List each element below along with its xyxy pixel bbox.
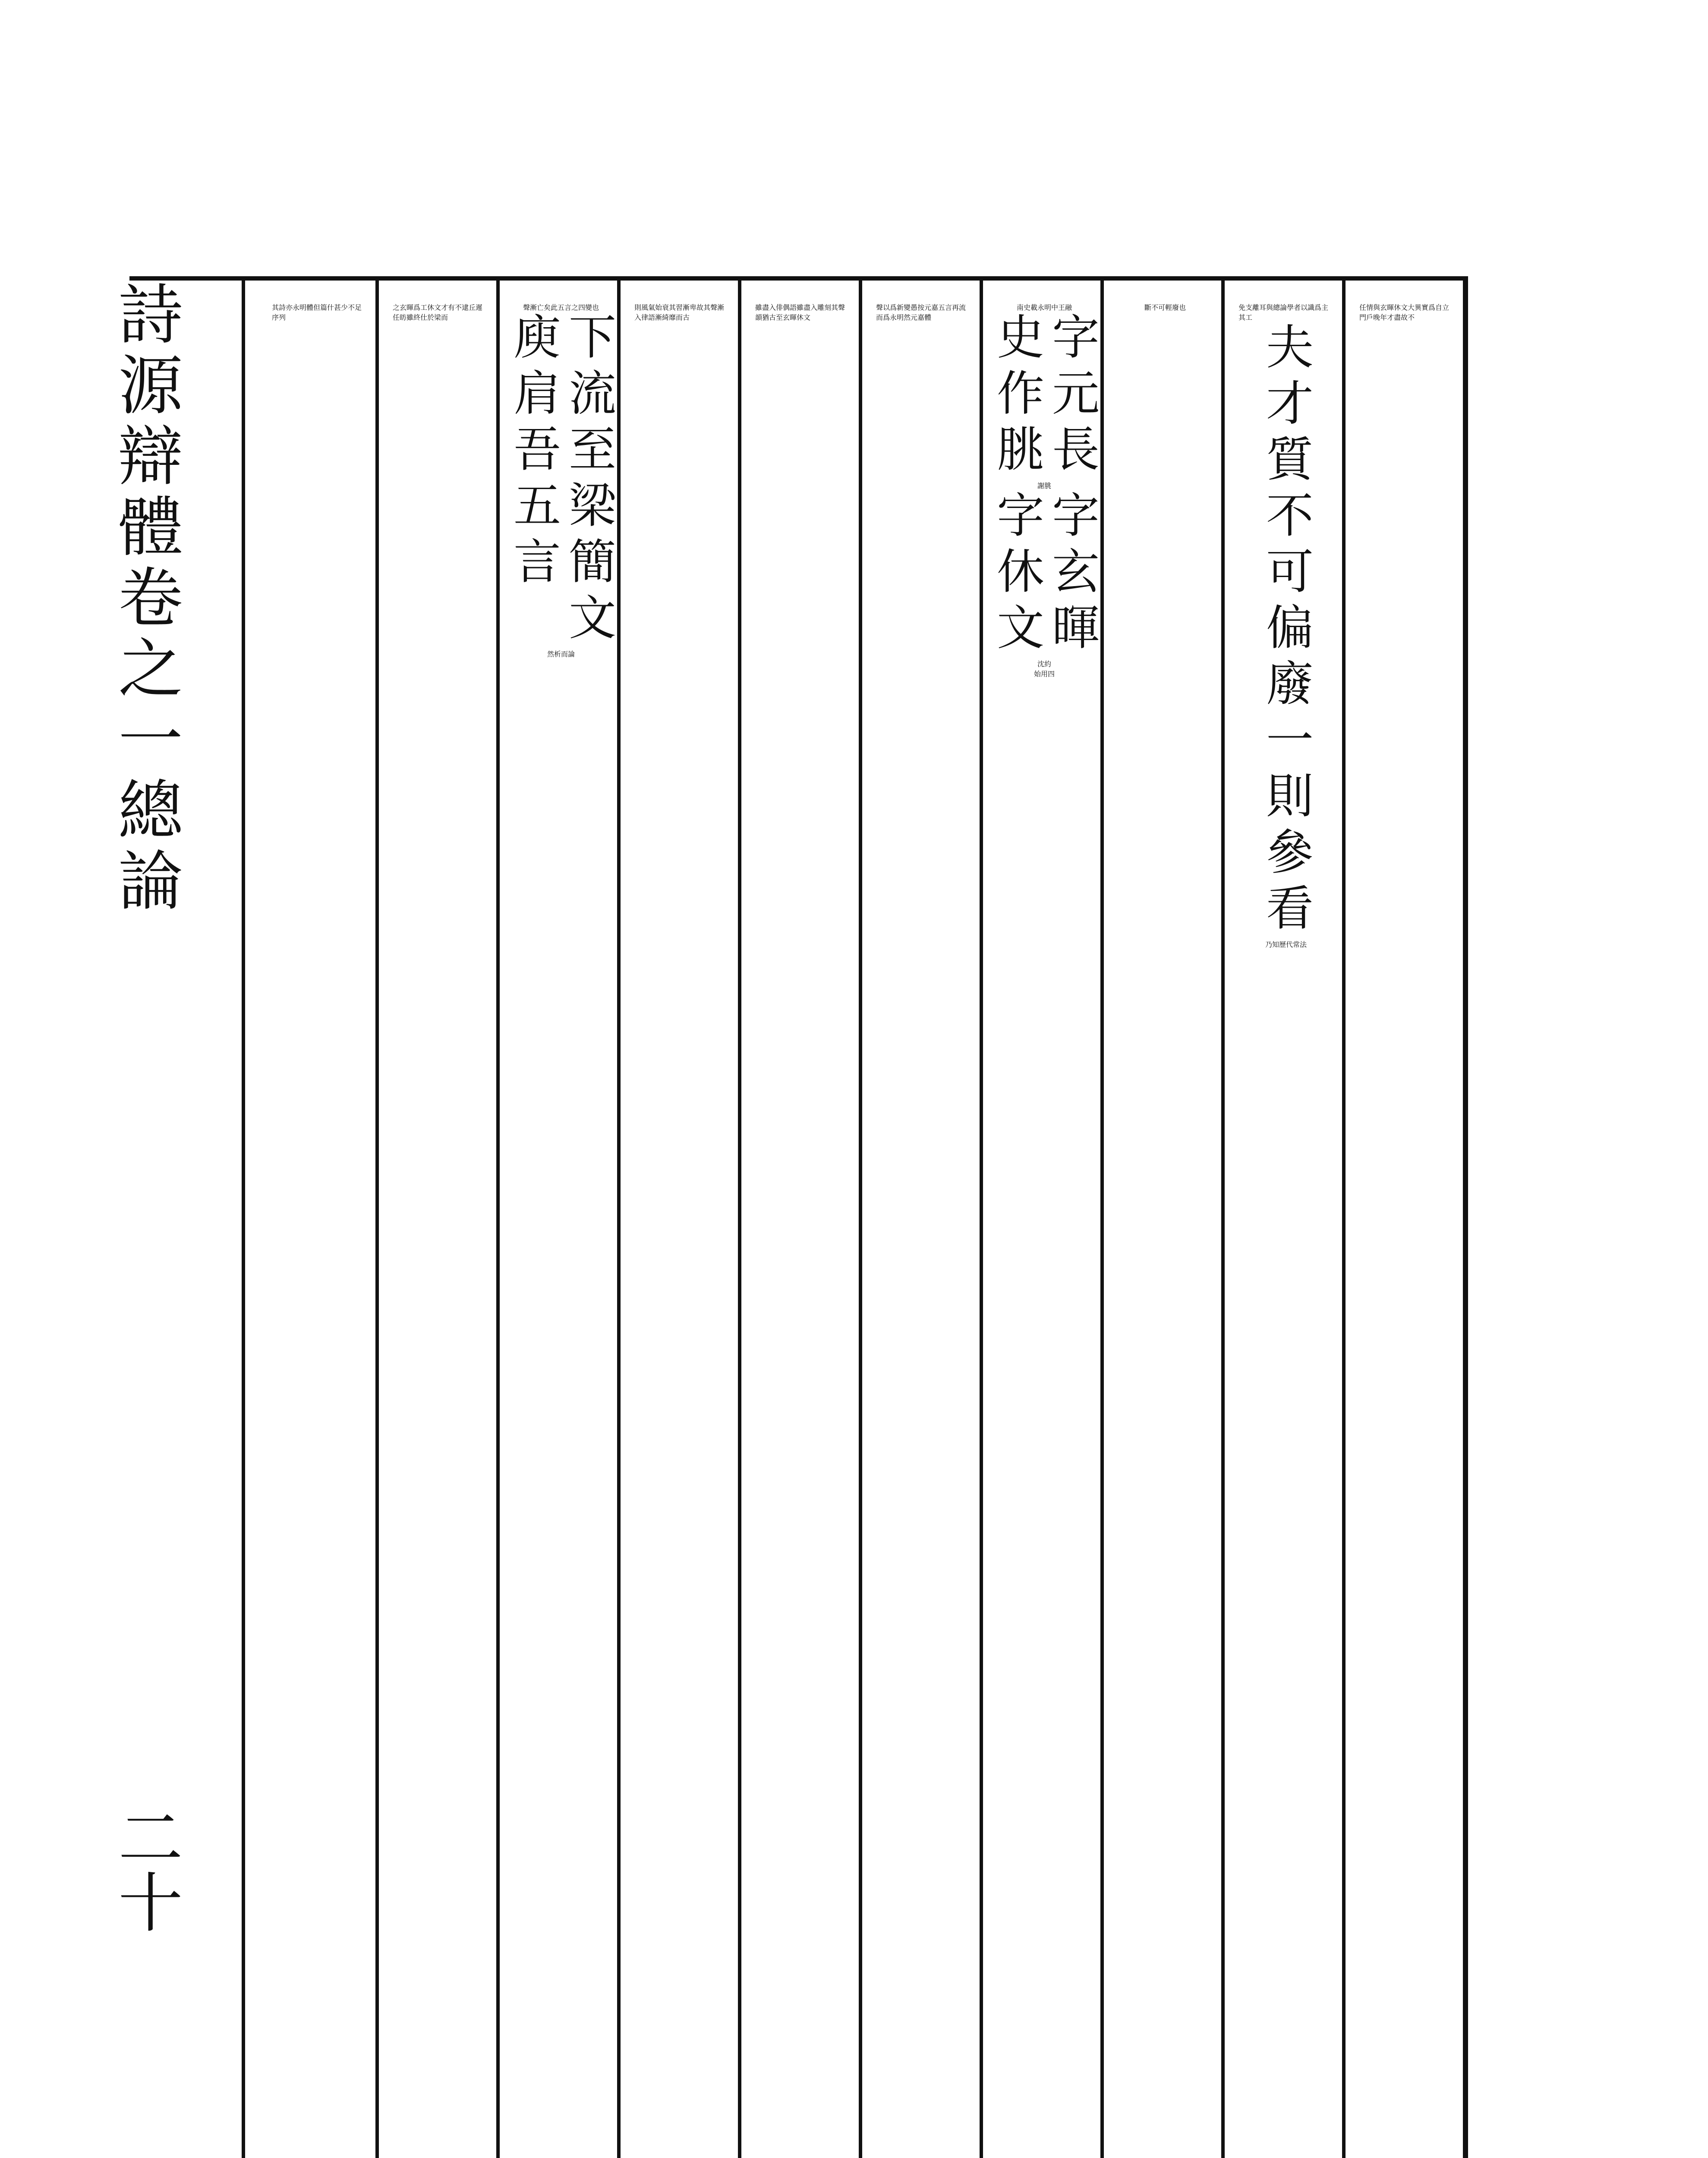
text-column-7 xyxy=(634,302,729,322)
chapter-name: 總論 xyxy=(107,776,182,918)
column-divider xyxy=(375,276,379,2158)
text-column-4 xyxy=(989,302,1100,678)
column-text: 雖盡入俳偶語雖盡入雕刻其聲韻猶古至玄暉休文 xyxy=(755,303,845,322)
volume-section: 卷之一 xyxy=(107,564,182,776)
text-column-3 xyxy=(1118,302,1213,312)
interlinear-note: 夫才質不可偏廢一則參看 xyxy=(1258,322,1314,939)
interlinear-note: 史作朓 xyxy=(989,312,1044,480)
text-column-5 xyxy=(876,302,971,322)
column-divider xyxy=(1100,276,1104,2158)
interlinear-note: 庾肩吾五言 xyxy=(506,312,561,593)
top-border xyxy=(129,276,1467,281)
column-text-tail: 始用四 xyxy=(1034,670,1055,678)
interlinear-note-pair xyxy=(506,312,616,649)
column-text-tail: 然析而論 xyxy=(547,650,575,658)
text-column-9 xyxy=(393,302,488,322)
column-text: 斷不可輕廢也 xyxy=(1144,303,1186,312)
column-divider xyxy=(738,276,741,2158)
column-divider xyxy=(1221,276,1225,2158)
text-column-6 xyxy=(755,302,850,322)
column-text: 任情與玄暉休文大異實爲自立門戶晚年才盡故不 xyxy=(1359,303,1450,322)
text-column-8 xyxy=(506,302,616,659)
column-text: 則風氣始衰其習漸卑故其聲漸入律語漸綺靡而古 xyxy=(634,303,725,322)
column-text: 南史載永明中王融 xyxy=(1016,303,1072,312)
column-divider xyxy=(1342,276,1346,2158)
text-column-10 xyxy=(272,302,367,322)
column-text-tail: 乃知歷代常法 xyxy=(1265,940,1307,949)
margin-divider xyxy=(242,276,245,2158)
interlinear-note: 字玄暉 xyxy=(1044,490,1100,659)
book-title: 詩源辯體 xyxy=(107,281,182,564)
column-text: 聲以爲新變愚按元嘉五言再流而爲永明然元嘉體 xyxy=(876,303,966,322)
page-number: 二十 xyxy=(107,1804,182,1934)
text-column-2 xyxy=(1238,302,1333,949)
interlinear-note: 下流至梁簡文 xyxy=(561,312,616,649)
column-text: 聲漸亡矣此五言之四變也 xyxy=(523,303,599,312)
interlinear-note-pair xyxy=(989,490,1100,659)
right-border xyxy=(1463,276,1468,2158)
column-text: 免支離耳與總論學者以識爲主其工 xyxy=(1238,303,1329,322)
column-text-mid: 沈約 xyxy=(1037,660,1051,668)
text-column-1 xyxy=(1359,302,1454,322)
column-text: 其詩亦永明體但篇什甚少不足序列 xyxy=(272,303,362,322)
column-text: 之玄暉爲工休文才有不逮丘遲任昉雖終仕於梁而 xyxy=(393,303,483,322)
column-divider xyxy=(617,276,621,2158)
margin-book-title xyxy=(107,281,182,918)
column-divider xyxy=(496,276,500,2158)
column-text-mid: 謝朓 xyxy=(1037,482,1051,490)
interlinear-note-pair xyxy=(989,312,1100,480)
interlinear-note: 字元長 xyxy=(1044,312,1100,480)
column-divider xyxy=(859,276,862,2158)
interlinear-note: 字休文 xyxy=(989,490,1044,659)
column-divider xyxy=(980,276,983,2158)
